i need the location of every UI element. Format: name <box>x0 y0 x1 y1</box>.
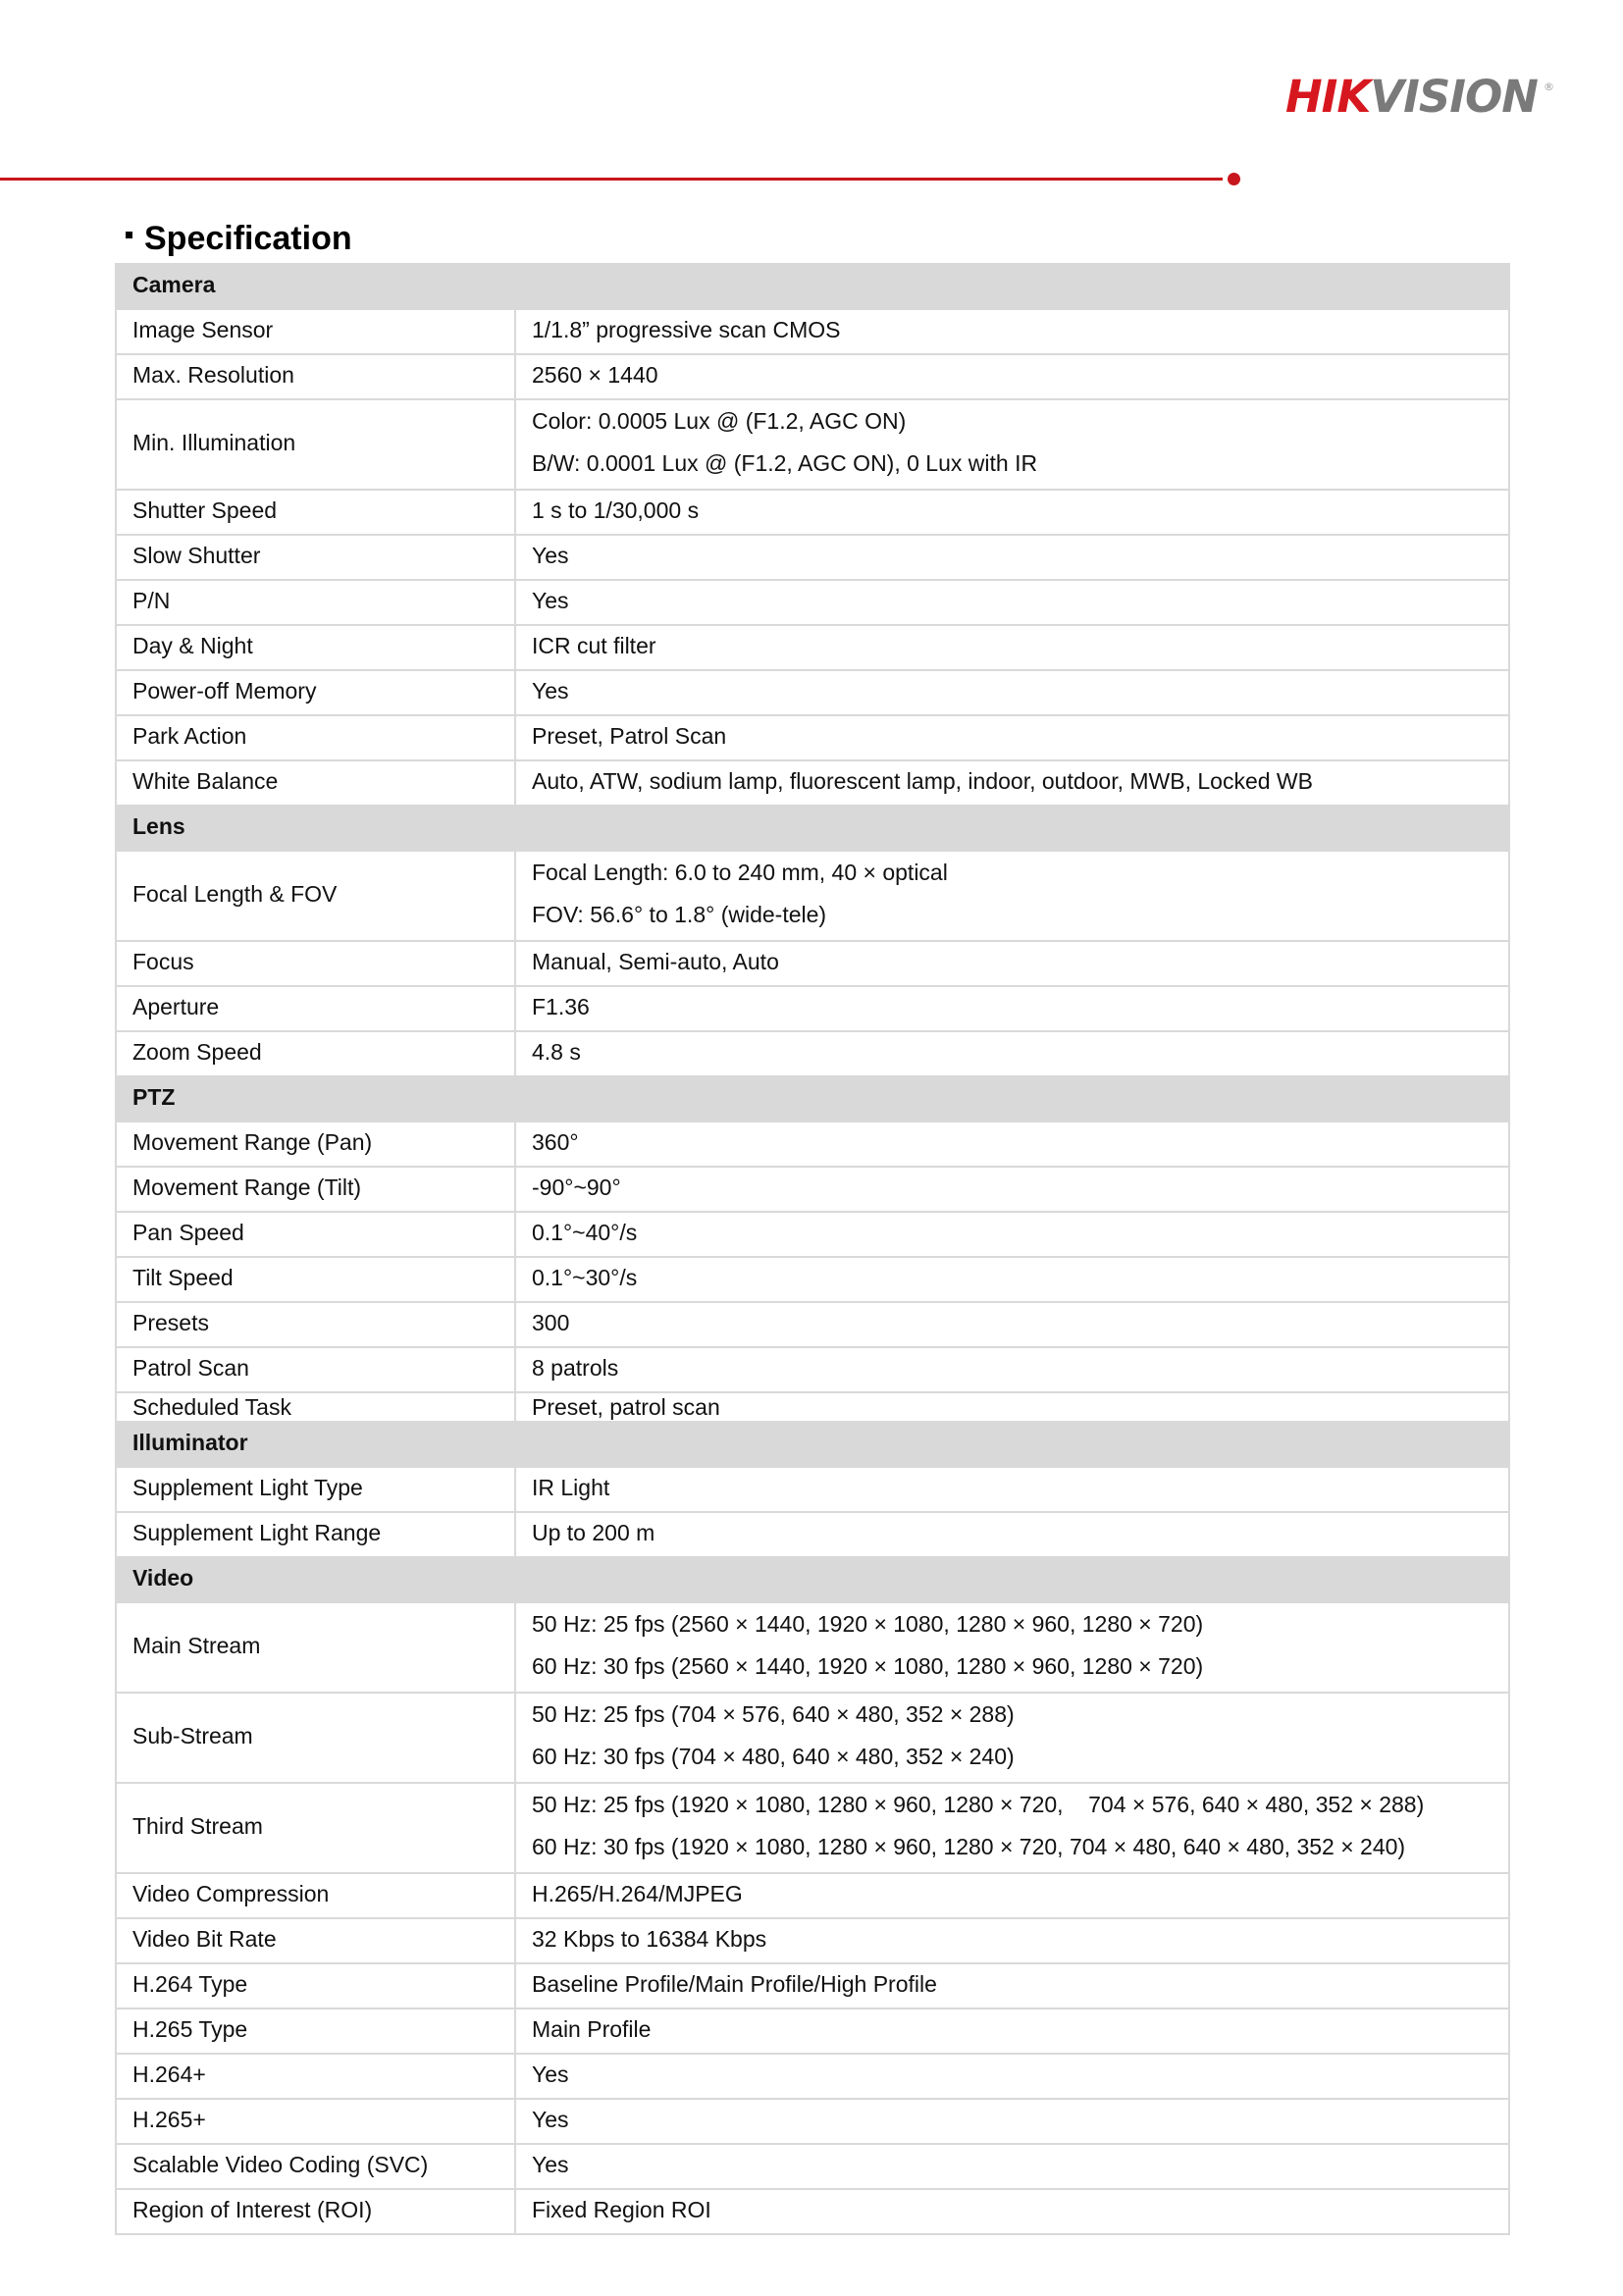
section-title <box>126 220 352 258</box>
group-header: PTZ <box>116 1076 1509 1122</box>
spec-label: Focus <box>116 941 515 986</box>
spec-row <box>116 535 1509 580</box>
spec-row <box>116 851 1509 941</box>
spec-value-cell <box>515 535 1509 580</box>
spec-value: 32 Kbps to 16384 Kbps <box>532 1926 767 1952</box>
hikvision-logo <box>1285 71 1553 123</box>
spec-label: Slow Shutter <box>116 535 515 580</box>
spec-label: H.265+ <box>116 2099 515 2144</box>
spec-value-cell <box>515 1512 1509 1557</box>
spec-row <box>116 715 1509 760</box>
group-header-row <box>116 1076 1509 1122</box>
group-header: Illuminator <box>116 1422 1509 1467</box>
spec-row <box>116 1212 1509 1257</box>
spec-value: Color: 0.0005 Lux @ (F1.2, AGC ON) <box>532 408 907 434</box>
spec-label: Presets <box>116 1302 515 1347</box>
spec-value-cell <box>515 2099 1509 2144</box>
spec-value-cell <box>515 1693 1509 1783</box>
logo-text-gray: VISION <box>1370 71 1538 123</box>
spec-value-cell <box>515 986 1509 1031</box>
spec-value-cell <box>515 1392 1509 1422</box>
spec-value-cell <box>515 715 1509 760</box>
spec-label: Pan Speed <box>116 1212 515 1257</box>
spec-row <box>116 1257 1509 1302</box>
spec-row <box>116 1693 1509 1783</box>
group-header-row <box>116 264 1509 309</box>
spec-value: 360° <box>532 1129 579 1155</box>
spec-row <box>116 625 1509 670</box>
spec-label: Park Action <box>116 715 515 760</box>
spec-row <box>116 760 1509 806</box>
spec-value: B/W: 0.0001 Lux @ (F1.2, AGC ON), 0 Lux with IR <box>532 450 1038 476</box>
spec-row <box>116 1167 1509 1212</box>
spec-label: Image Sensor <box>116 309 515 354</box>
spec-label: Sub-Stream <box>116 1693 515 1783</box>
spec-label: Shutter Speed <box>116 490 515 535</box>
spec-row <box>116 1347 1509 1392</box>
spec-row <box>116 2009 1509 2054</box>
logo-text-red: HIK <box>1285 71 1371 123</box>
spec-value-cell <box>515 1602 1509 1693</box>
spec-row <box>116 1302 1509 1347</box>
spec-value-cell <box>515 399 1509 490</box>
specification-table-body <box>116 264 1509 2234</box>
header-divider-line <box>0 178 1223 181</box>
group-header: Video <box>116 1557 1509 1602</box>
spec-value: 50 Hz: 25 fps (1920 × 1080, 1280 × 960, 1280 × 720, 704 × 576, 640 × 480, 352 × 288) <box>532 1792 1425 1817</box>
spec-label: Patrol Scan <box>116 1347 515 1392</box>
spec-value: 0.1°~30°/s <box>532 1265 638 1290</box>
spec-value: Focal Length: 6.0 to 240 mm, 40 × optical <box>532 860 948 885</box>
spec-value: Main Profile <box>532 2016 652 2042</box>
spec-value: 60 Hz: 30 fps (2560 × 1440, 1920 × 1080, 1280 × 960, 1280 × 720) <box>532 1653 1204 1679</box>
spec-label: H.265 Type <box>116 2009 515 2054</box>
spec-value-cell <box>515 1031 1509 1076</box>
spec-row <box>116 2144 1509 2189</box>
spec-value: Yes <box>532 543 569 568</box>
spec-value-cell <box>515 1918 1509 1963</box>
group-header-row <box>116 1422 1509 1467</box>
spec-value: Baseline Profile/Main Profile/High Profile <box>532 1971 937 1997</box>
spec-row <box>116 1963 1509 2009</box>
spec-label: Aperture <box>116 986 515 1031</box>
spec-value-cell <box>515 760 1509 806</box>
spec-row <box>116 490 1509 535</box>
spec-row <box>116 399 1509 490</box>
spec-label: H.264 Type <box>116 1963 515 2009</box>
spec-value-cell <box>515 2144 1509 2189</box>
spec-label: Day & Night <box>116 625 515 670</box>
group-header: Lens <box>116 806 1509 851</box>
spec-value: Yes <box>532 2107 569 2132</box>
spec-label: Supplement Light Type <box>116 1467 515 1512</box>
spec-value-cell <box>515 1257 1509 1302</box>
group-header: Camera <box>116 264 1509 309</box>
spec-row <box>116 309 1509 354</box>
spec-value: 1/1.8” progressive scan CMOS <box>532 317 841 342</box>
spec-row <box>116 1873 1509 1918</box>
spec-value: Preset, patrol scan <box>532 1394 720 1420</box>
spec-row <box>116 580 1509 625</box>
spec-row <box>116 670 1509 715</box>
spec-row <box>116 2099 1509 2144</box>
spec-value: 4.8 s <box>532 1039 581 1065</box>
spec-value-cell <box>515 941 1509 986</box>
spec-value-cell <box>515 1122 1509 1167</box>
spec-label: Zoom Speed <box>116 1031 515 1076</box>
spec-value: Yes <box>532 2152 569 2177</box>
specification-table <box>115 263 1510 2235</box>
spec-value: 60 Hz: 30 fps (704 × 480, 640 × 480, 352 × 240) <box>532 1744 1015 1769</box>
spec-value: 2560 × 1440 <box>532 362 658 388</box>
spec-value-cell <box>515 1467 1509 1512</box>
spec-value: F1.36 <box>532 994 590 1019</box>
spec-value-cell <box>515 851 1509 941</box>
spec-row <box>116 1467 1509 1512</box>
group-header-row <box>116 806 1509 851</box>
spec-value-cell <box>515 1783 1509 1873</box>
spec-value: H.265/H.264/MJPEG <box>532 1881 743 1906</box>
spec-value: 8 patrols <box>532 1355 619 1381</box>
spec-value: Preset, Patrol Scan <box>532 723 727 749</box>
spec-value: Auto, ATW, sodium lamp, fluorescent lamp, indoor, outdoor, MWB, Locked WB <box>532 768 1313 794</box>
spec-value: Fixed Region ROI <box>532 2197 711 2222</box>
spec-value-cell <box>515 1347 1509 1392</box>
spec-value: IR Light <box>532 1475 610 1500</box>
spec-value-cell <box>515 1873 1509 1918</box>
spec-label: Supplement Light Range <box>116 1512 515 1557</box>
spec-value: 60 Hz: 30 fps (1920 × 1080, 1280 × 960, 1280 × 720, 704 × 480, 640 × 480, 352 × 240) <box>532 1834 1406 1859</box>
registered-mark: ® <box>1544 80 1553 93</box>
spec-value-cell <box>515 1963 1509 2009</box>
spec-value: -90°~90° <box>532 1174 621 1200</box>
spec-label: Third Stream <box>116 1783 515 1873</box>
spec-value-cell <box>515 354 1509 399</box>
spec-label: Video Compression <box>116 1873 515 1918</box>
spec-label: Region of Interest (ROI) <box>116 2189 515 2234</box>
spec-value-cell <box>515 2054 1509 2099</box>
bullet-square-icon <box>126 232 132 238</box>
section-title-text: Specification <box>144 220 352 257</box>
spec-label: Movement Range (Pan) <box>116 1122 515 1167</box>
spec-row <box>116 986 1509 1031</box>
spec-row <box>116 1031 1509 1076</box>
spec-value: Manual, Semi-auto, Auto <box>532 949 779 974</box>
spec-value: Yes <box>532 2061 569 2087</box>
spec-row <box>116 354 1509 399</box>
spec-value-cell <box>515 1212 1509 1257</box>
spec-value: 300 <box>532 1310 570 1335</box>
spec-label: Video Bit Rate <box>116 1918 515 1963</box>
spec-value: 50 Hz: 25 fps (2560 × 1440, 1920 × 1080, 1280 × 960, 1280 × 720) <box>532 1611 1204 1637</box>
spec-row <box>116 1602 1509 1693</box>
spec-row <box>116 2189 1509 2234</box>
spec-label: Min. Illumination <box>116 399 515 490</box>
spec-value-cell <box>515 2189 1509 2234</box>
spec-value-cell <box>515 1167 1509 1212</box>
spec-row <box>116 941 1509 986</box>
spec-value: Yes <box>532 678 569 704</box>
spec-label: H.264+ <box>116 2054 515 2099</box>
spec-value: FOV: 56.6° to 1.8° (wide-tele) <box>532 902 827 927</box>
spec-label: Scheduled Task <box>116 1392 515 1422</box>
spec-label: P/N <box>116 580 515 625</box>
spec-value-cell <box>515 490 1509 535</box>
spec-value-cell <box>515 309 1509 354</box>
spec-label: Main Stream <box>116 1602 515 1693</box>
spec-value: 1 s to 1/30,000 s <box>532 497 700 523</box>
spec-value-cell <box>515 2009 1509 2054</box>
header-divider-dot <box>1228 173 1240 185</box>
spec-value-cell <box>515 1302 1509 1347</box>
spec-value: 0.1°~40°/s <box>532 1220 638 1245</box>
spec-row <box>116 1122 1509 1167</box>
spec-row <box>116 1783 1509 1873</box>
spec-label: Scalable Video Coding (SVC) <box>116 2144 515 2189</box>
spec-value-cell <box>515 580 1509 625</box>
spec-label: Focal Length & FOV <box>116 851 515 941</box>
spec-value: Yes <box>532 588 569 613</box>
spec-label: Power-off Memory <box>116 670 515 715</box>
spec-value: ICR cut filter <box>532 633 656 658</box>
spec-value: Up to 200 m <box>532 1520 655 1545</box>
spec-label: Max. Resolution <box>116 354 515 399</box>
group-header-row <box>116 1557 1509 1602</box>
spec-label: Tilt Speed <box>116 1257 515 1302</box>
spec-label: White Balance <box>116 760 515 806</box>
spec-label: Movement Range (Tilt) <box>116 1167 515 1212</box>
spec-row <box>116 1392 1509 1422</box>
spec-row <box>116 1918 1509 1963</box>
spec-value: 50 Hz: 25 fps (704 × 576, 640 × 480, 352 × 288) <box>532 1701 1015 1727</box>
spec-row <box>116 1512 1509 1557</box>
spec-value-cell <box>515 625 1509 670</box>
spec-row <box>116 2054 1509 2099</box>
spec-value-cell <box>515 670 1509 715</box>
